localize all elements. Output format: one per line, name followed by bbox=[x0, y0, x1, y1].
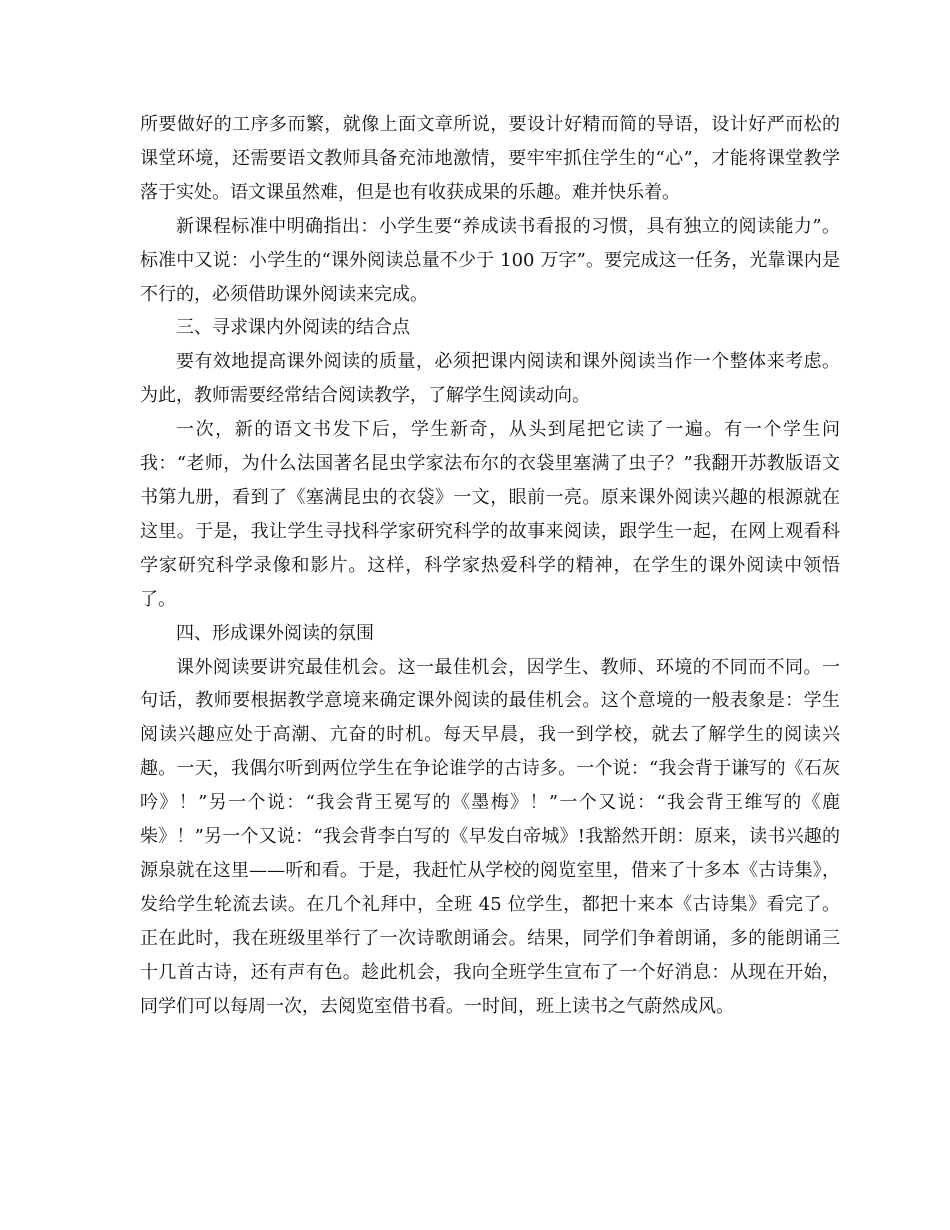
paragraph-continuation: 所要做好的工序多而繁，就像上面文章所说，要设计好精而简的导语，设计好严而松的课堂环境，还需要语文教师具备充沛地激情，要牢牢抓住学生的“心”，才能将课堂教学落于实处。语文课虽然难，但是也有收获成果的乐趣。难并快乐着。 bbox=[140, 114, 840, 203]
paragraph-best-opportunity: 课外阅读要讲究最佳机会。这一最佳机会，因学生、教师、环境的不同而不同。一句话，教师要根据教学意境来确定课外阅读的最佳机会。这个意境的一般表象是：学生阅读兴趣应处于高潮、亢奋的时机。每天早晨，我一到学校，就去了解学生的阅读兴趣。一天，我偶尔听到两位学生在争论谁学的古诗多。一个说：“我会背于谦写的《石灰吟》！”另一个说：“我会背王冕写的《墨梅》！”一个又说：“我会背王维写的《鹿柴》！”另一个又说：“我会背李白写的《早发白帝城》!我豁然开朗：原来，读书兴趣的源泉就在这里——听和看。于是，我赶忙从学校的阅览室里，借来了十多本《古诗集》，发给学生轮流去读。在几个礼拜中，全班 45 位学生，都把十来本《古诗集》看完了。正在此时，我在班级里举行了一次诗歌朗诵会。结果，同学们争着朗诵，多的能朗诵三十几首古诗，还有声有色。趁此机会，我向全班学生宣布了一个好消息：从现在开始，同学们可以每周一次，去阅览室借书看。一时间，班上读书之气蔚然成风。 bbox=[140, 656, 840, 1017]
section-heading-four: 四、形成课外阅读的氛围 bbox=[176, 622, 374, 644]
paragraph-curriculum-standard: 新课程标准中明确指出：小学生要“养成读书看报的习惯，具有独立的阅读能力”。标准中又说：小学生的“课外阅读总量不少于 100 万字”。要完成这一任务，光靠课内是不行的，必须借助课外阅读来完成。 bbox=[140, 215, 840, 305]
document-body bbox=[140, 108, 840, 1023]
paragraph-new-textbook: 一次，新的语文书发下后，学生新奇，从头到尾把它读了一遍。有一个学生问我：“老师，为什么法国著名昆虫学家法布尔的衣袋里塞满了虫子？”我翻开苏教版语文书第九册，看到了《塞满昆虫的衣袋》一文，眼前一亮。原来课外阅读兴趣的根源就在这里。于是，我让学生寻找科学家研究科学的故事来阅读，跟学生一起，在网上观看科学家研究科学录像和影片。这样，科学家热爱科学的精神，在学生的课外阅读中领悟了。 bbox=[140, 419, 840, 610]
paragraph-reading-quality: 要有效地提高课外阅读的质量，必须把课内阅读和课外阅读当作一个整体来考虑。为此，教师需要经常结合阅读教学，了解学生阅读动向。 bbox=[140, 351, 840, 407]
section-heading-three: 三、寻求课内外阅读的结合点 bbox=[176, 317, 410, 339]
